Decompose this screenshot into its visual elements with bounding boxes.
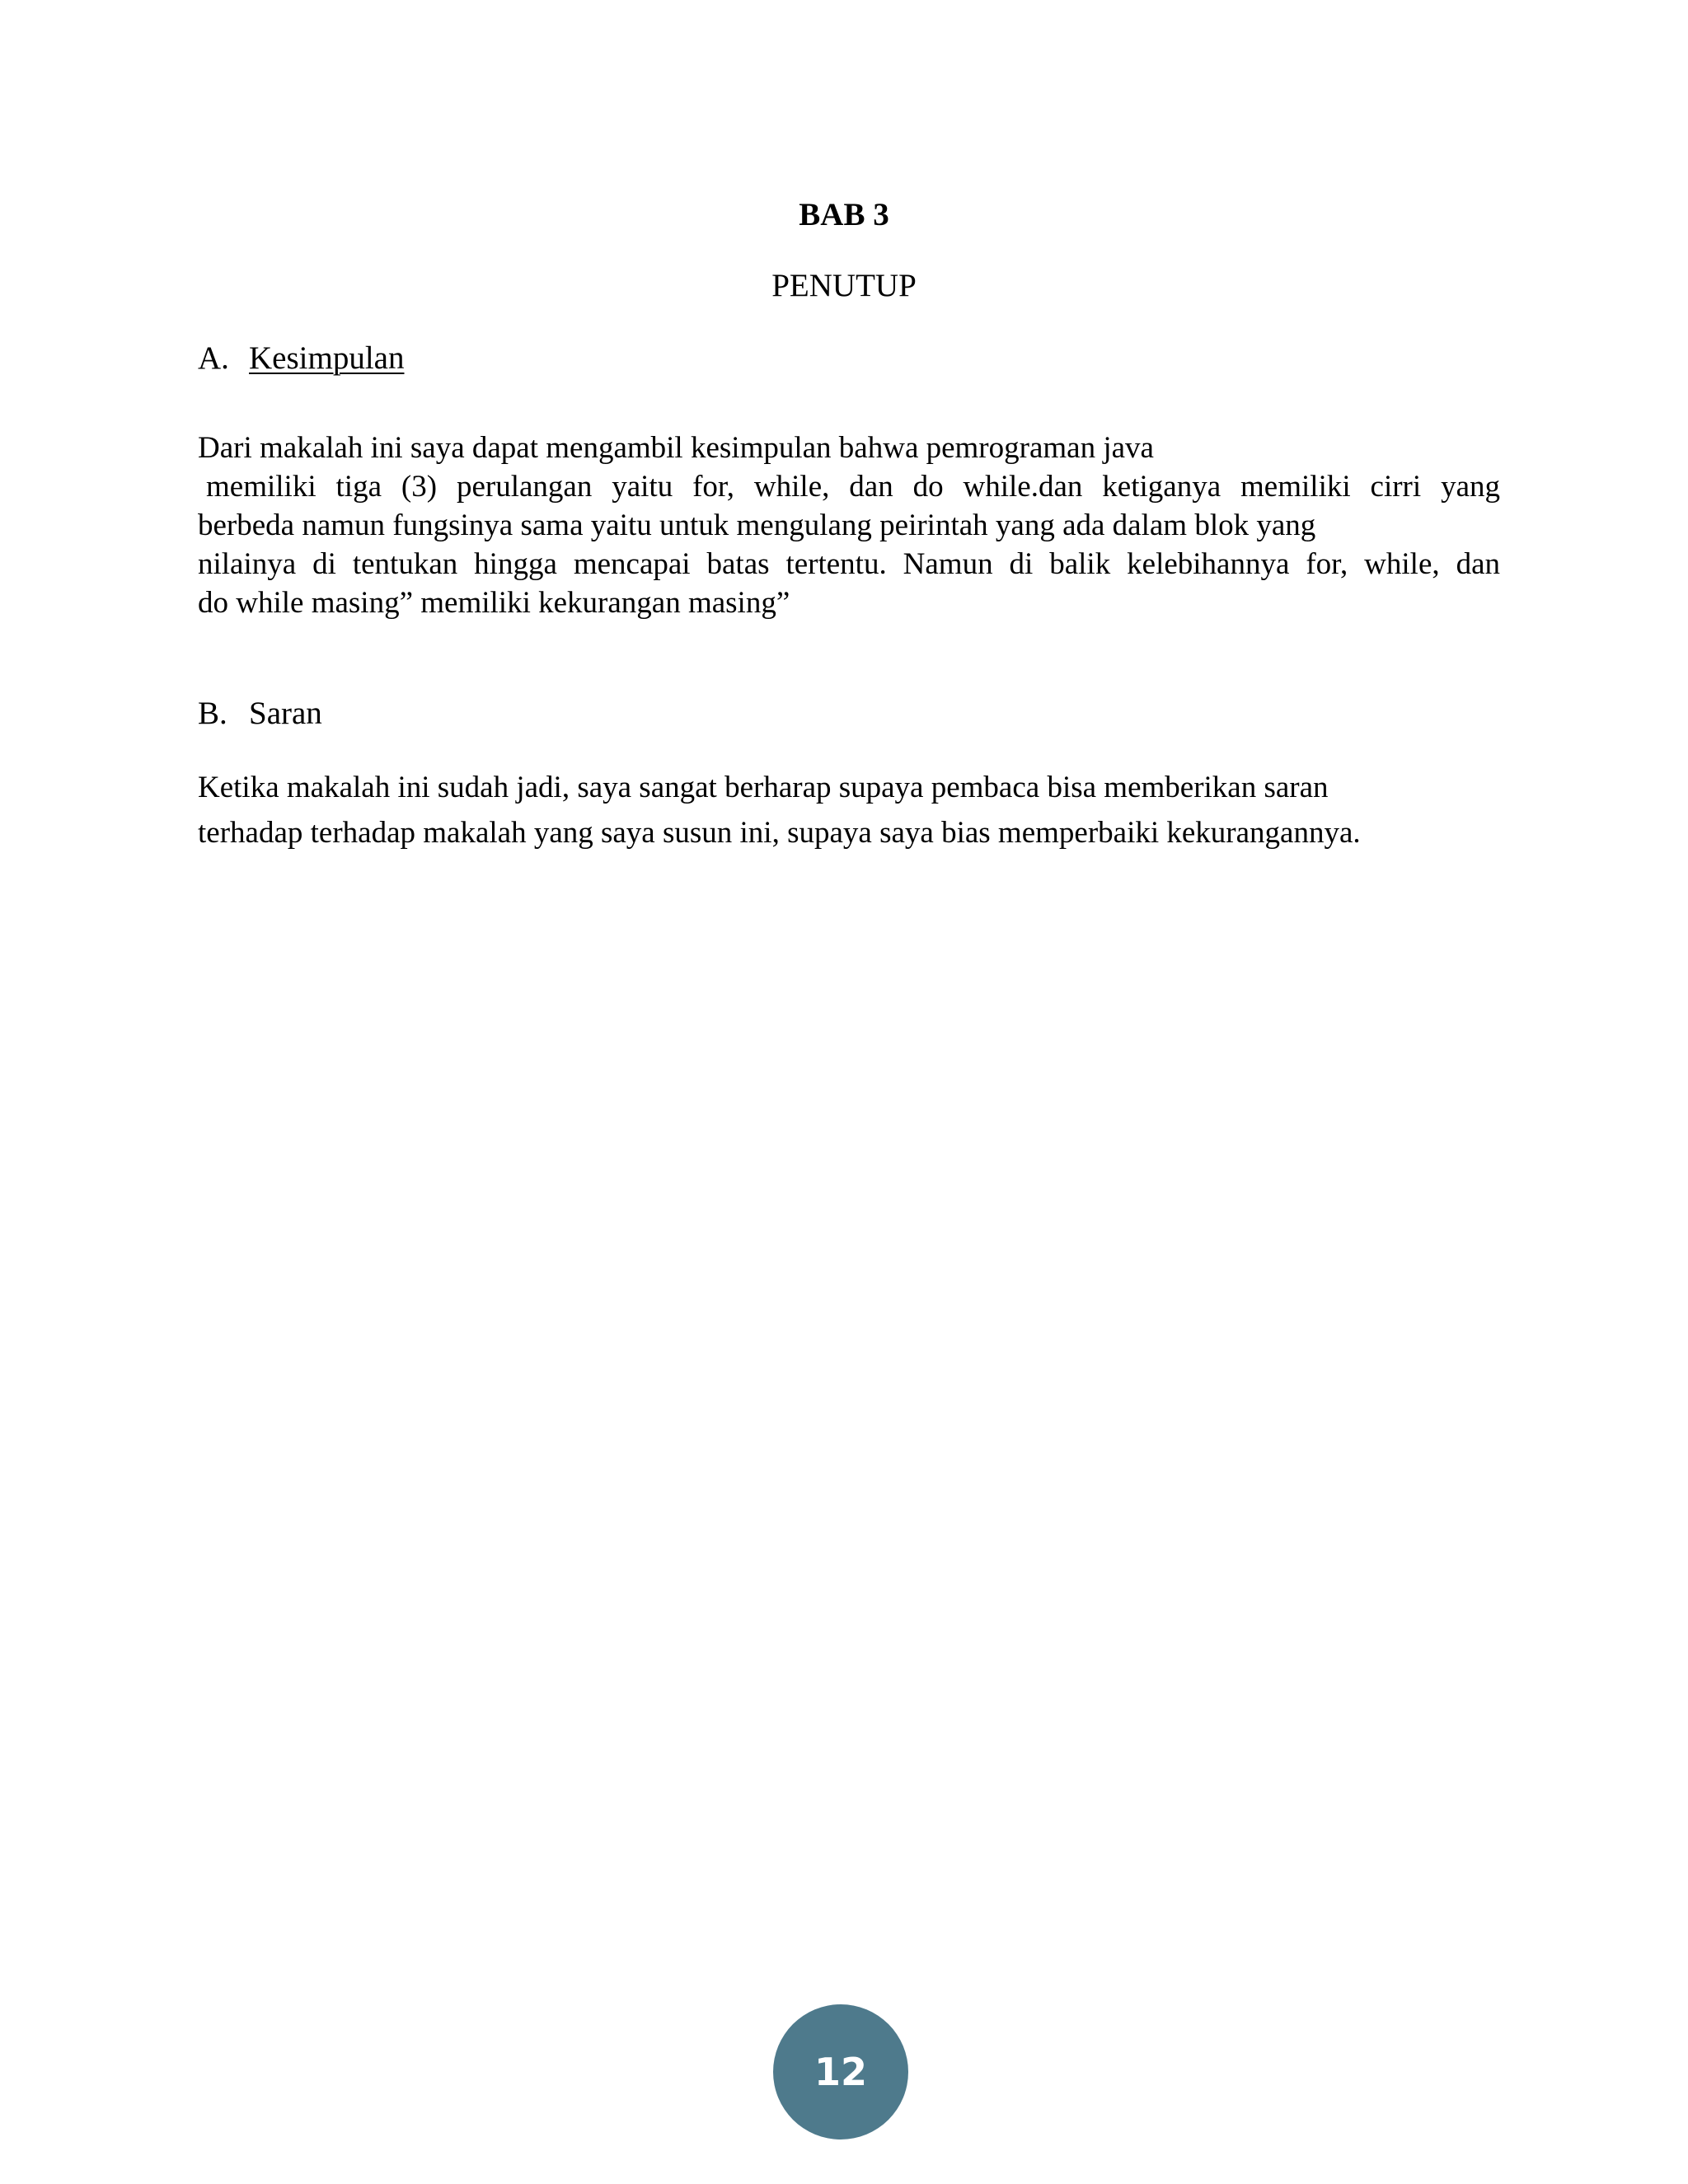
- chapter-number: BAB 3: [799, 197, 889, 232]
- page-number-badge: [773, 2004, 908, 2139]
- section-heading-saran: [198, 695, 322, 732]
- paragraph-line: do while masing” memiliki kekurangan masing”: [198, 586, 790, 620]
- paragraph-line: nilainya di tentukan hingga mencapai batas tertentu. Namun di balik kelebihannya for, while, dan: [198, 547, 1500, 581]
- paragraph-saran: [198, 765, 1500, 855]
- paragraph-kesimpulan: [198, 429, 1500, 622]
- section-letter: B.: [198, 696, 227, 731]
- paragraph-line: memiliki tiga (3) perulangan yaitu for, while, dan do while.dan ketiganya memiliki cirri yang: [206, 470, 1500, 504]
- paragraph-line: berbeda namun fungsinya sama yaitu untuk mengulang peirintah yang ada dalam blok yang: [198, 509, 1316, 542]
- section-heading-kesimpulan: [198, 340, 404, 377]
- chapter-title: PENUTUP: [771, 268, 917, 303]
- section-title: Kesimpulan: [249, 340, 405, 376]
- paragraph-line: Dari makalah ini saya dapat mengambil kesimpulan bahwa pemrograman java: [198, 431, 1154, 465]
- section-letter: A.: [198, 340, 229, 376]
- section-title: Saran: [249, 696, 322, 731]
- paragraph-line: Ketika makalah ini sudah jadi, saya sangat berharap supaya pembaca bisa memberikan saran: [198, 771, 1329, 804]
- page-number: 12: [814, 2050, 867, 2094]
- paragraph-line: terhadap terhadap makalah yang saya susun ini, supaya saya bias memperbaiki kekurangannya.: [198, 816, 1361, 850]
